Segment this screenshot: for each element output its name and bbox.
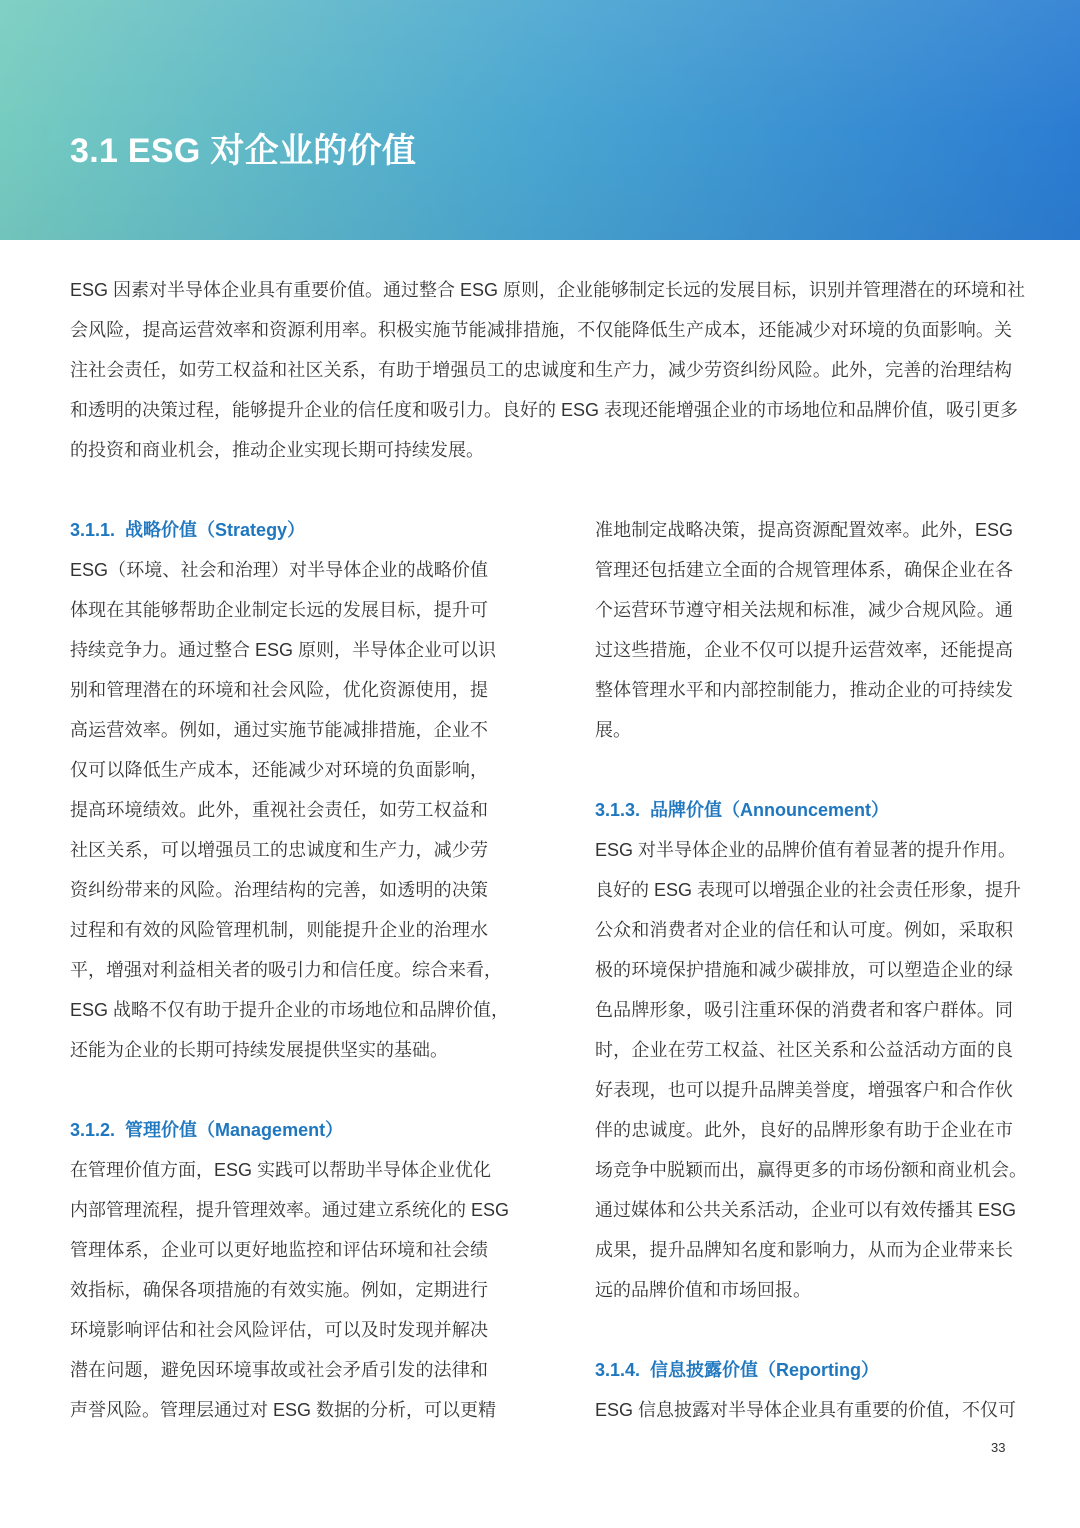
text-line: 注社会责任，如劳工权益和社区关系，有助于增强员工的忠诚度和生产力，减少劳资纠纷风险。此外，完善的治理结构 <box>70 360 1012 380</box>
section-management-continued <box>595 510 1013 750</box>
text-line: ESG 对半导体企业的品牌价值有着显著的提升作用。 <box>595 840 1017 860</box>
text-line: 成果，提升品牌知名度和影响力，从而为企业带来长 <box>595 1240 1013 1260</box>
left-column <box>70 510 510 1430</box>
text-line: 平，增强对利益相关者的吸引力和信任度。综合来看， <box>70 960 502 980</box>
text-line: 和透明的决策过程，能够提升企业的信任度和吸引力。良好的 ESG 表现还能增强企业的市场地位和品牌价值，吸引更多 <box>70 400 1019 420</box>
text-line: 声誉风险。管理层通过对 ESG 数据的分析，可以更精 <box>70 1400 497 1420</box>
text-line: 的投资和商业机会，推动企业实现长期可持续发展。 <box>70 440 484 460</box>
section-heading <box>70 510 488 550</box>
text-line: ESG（环境、社会和治理）对半导体企业的战略价值 <box>70 560 488 580</box>
text-line: 好表现，也可以提升品牌美誉度，增强客户和合作伙 <box>595 1080 1013 1100</box>
text-line: 展。 <box>595 720 631 740</box>
text-line: 远的品牌价值和市场回报。 <box>595 1280 811 1300</box>
section-strategy <box>70 510 510 1070</box>
section-title: 信息披露价值（Reporting） <box>650 1360 880 1380</box>
section-management <box>70 1110 510 1430</box>
section-brand <box>595 790 1027 1310</box>
text-line: 会风险，提高运营效率和资源利用率。积极实施节能减排措施，不仅能降低生产成本，还能减少对环境的负面影响。关 <box>70 320 1012 340</box>
text-line: 管理还包括建立全面的合规管理体系，确保企业在各 <box>595 560 1013 580</box>
section-title: 战略价值（Strategy） <box>125 520 306 540</box>
text-line: ESG 因素对半导体企业具有重要价值。通过整合 ESG 原则，企业能够制定长远的发展目标，识别并管理潜在的环境和社 <box>70 280 1026 300</box>
text-line: ESG 战略不仅有助于提升企业的市场地位和品牌价值， <box>70 1000 510 1020</box>
text-line: 个运营环节遵守相关法规和标准，减少合规风险。通 <box>595 600 1013 620</box>
intro-paragraph <box>70 270 1026 470</box>
text-line: 通过媒体和公共关系活动，企业可以有效传播其 ESG <box>595 1200 1017 1220</box>
text-line: 整体管理水平和内部控制能力，推动企业的可持续发 <box>595 680 1013 700</box>
text-line: 高运营效率。例如，通过实施节能减排措施，企业不 <box>70 720 488 740</box>
section-title: 品牌价值（Announcement） <box>650 800 890 820</box>
text-line: 资纠纷带来的风险。治理结构的完善，如透明的决策 <box>70 880 488 900</box>
text-line: 社区关系，可以增强员工的忠诚度和生产力，减少劳 <box>70 840 488 860</box>
text-line: 提高环境绩效。此外，重视社会责任，如劳工权益和 <box>70 800 488 820</box>
text-line: 伴的忠诚度。此外，良好的品牌形象有助于企业在市 <box>595 1120 1013 1140</box>
text-line: 潜在问题，避免因环境事故或社会矛盾引发的法律和 <box>70 1360 488 1380</box>
text-line: 准地制定战略决策，提高资源配置效率。此外，ESG <box>595 520 1013 540</box>
text-line: 时，企业在劳工权益、社区关系和公益活动方面的良 <box>595 1040 1013 1060</box>
text-line: 管理体系，企业可以更好地监控和评估环境和社会绩 <box>70 1240 488 1260</box>
page-number: 33 <box>991 1440 1006 1455</box>
text-line: 环境影响评估和社会风险评估，可以及时发现并解决 <box>70 1320 488 1340</box>
text-line: 仅可以降低生产成本，还能减少对环境的负面影响， <box>70 760 488 780</box>
section-number: 3.1.2. <box>70 1120 116 1140</box>
text-line: ESG 信息披露对半导体企业具有重要的价值，不仅可 <box>595 1400 1017 1420</box>
text-line: 别和管理潜在的环境和社会风险，优化资源使用，提 <box>70 680 488 700</box>
text-line: 过这些措施，企业不仅可以提升运营效率，还能提高 <box>595 640 1013 660</box>
text-line: 还能为企业的长期可持续发展提供坚实的基础。 <box>70 1040 448 1060</box>
text-line: 色品牌形象，吸引注重环保的消费者和客户群体。同 <box>595 1000 1013 1020</box>
section-number: 3.1.4. <box>595 1360 641 1380</box>
section-number: 3.1.3. <box>595 800 641 820</box>
section-reporting <box>595 1350 1017 1430</box>
text-line: 过程和有效的风险管理机制，则能提升企业的治理水 <box>70 920 488 940</box>
text-line: 内部管理流程，提升管理效率。通过建立系统化的 ESG <box>70 1200 510 1220</box>
text-line: 体现在其能够帮助企业制定长远的发展目标，提升可 <box>70 600 488 620</box>
text-line: 效指标，确保各项措施的有效实施。例如，定期进行 <box>70 1280 488 1300</box>
section-heading <box>595 790 1013 830</box>
page-title: 3.1 ESG 对企业的价值 <box>70 132 417 170</box>
text-line: 在管理价值方面，ESG 实践可以帮助半导体企业优化 <box>70 1160 492 1180</box>
text-line: 极的环境保护措施和减少碳排放，可以塑造企业的绿 <box>595 960 1013 980</box>
section-title: 管理价值（Management） <box>125 1120 344 1140</box>
text-line: 良好的 ESG 表现可以增强企业的社会责任形象，提升 <box>595 880 1022 900</box>
text-line: 公众和消费者对企业的信任和认可度。例如，采取积 <box>595 920 1013 940</box>
text-line: 场竞争中脱颖而出，赢得更多的市场份额和商业机会。 <box>595 1160 1027 1180</box>
text-line: 持续竞争力。通过整合 ESG 原则，半导体企业可以识 <box>70 640 497 660</box>
right-column <box>595 510 1027 1430</box>
section-heading <box>70 1110 488 1150</box>
section-banner <box>0 0 1080 240</box>
section-number: 3.1.1. <box>70 520 116 540</box>
section-heading <box>595 1350 1013 1390</box>
